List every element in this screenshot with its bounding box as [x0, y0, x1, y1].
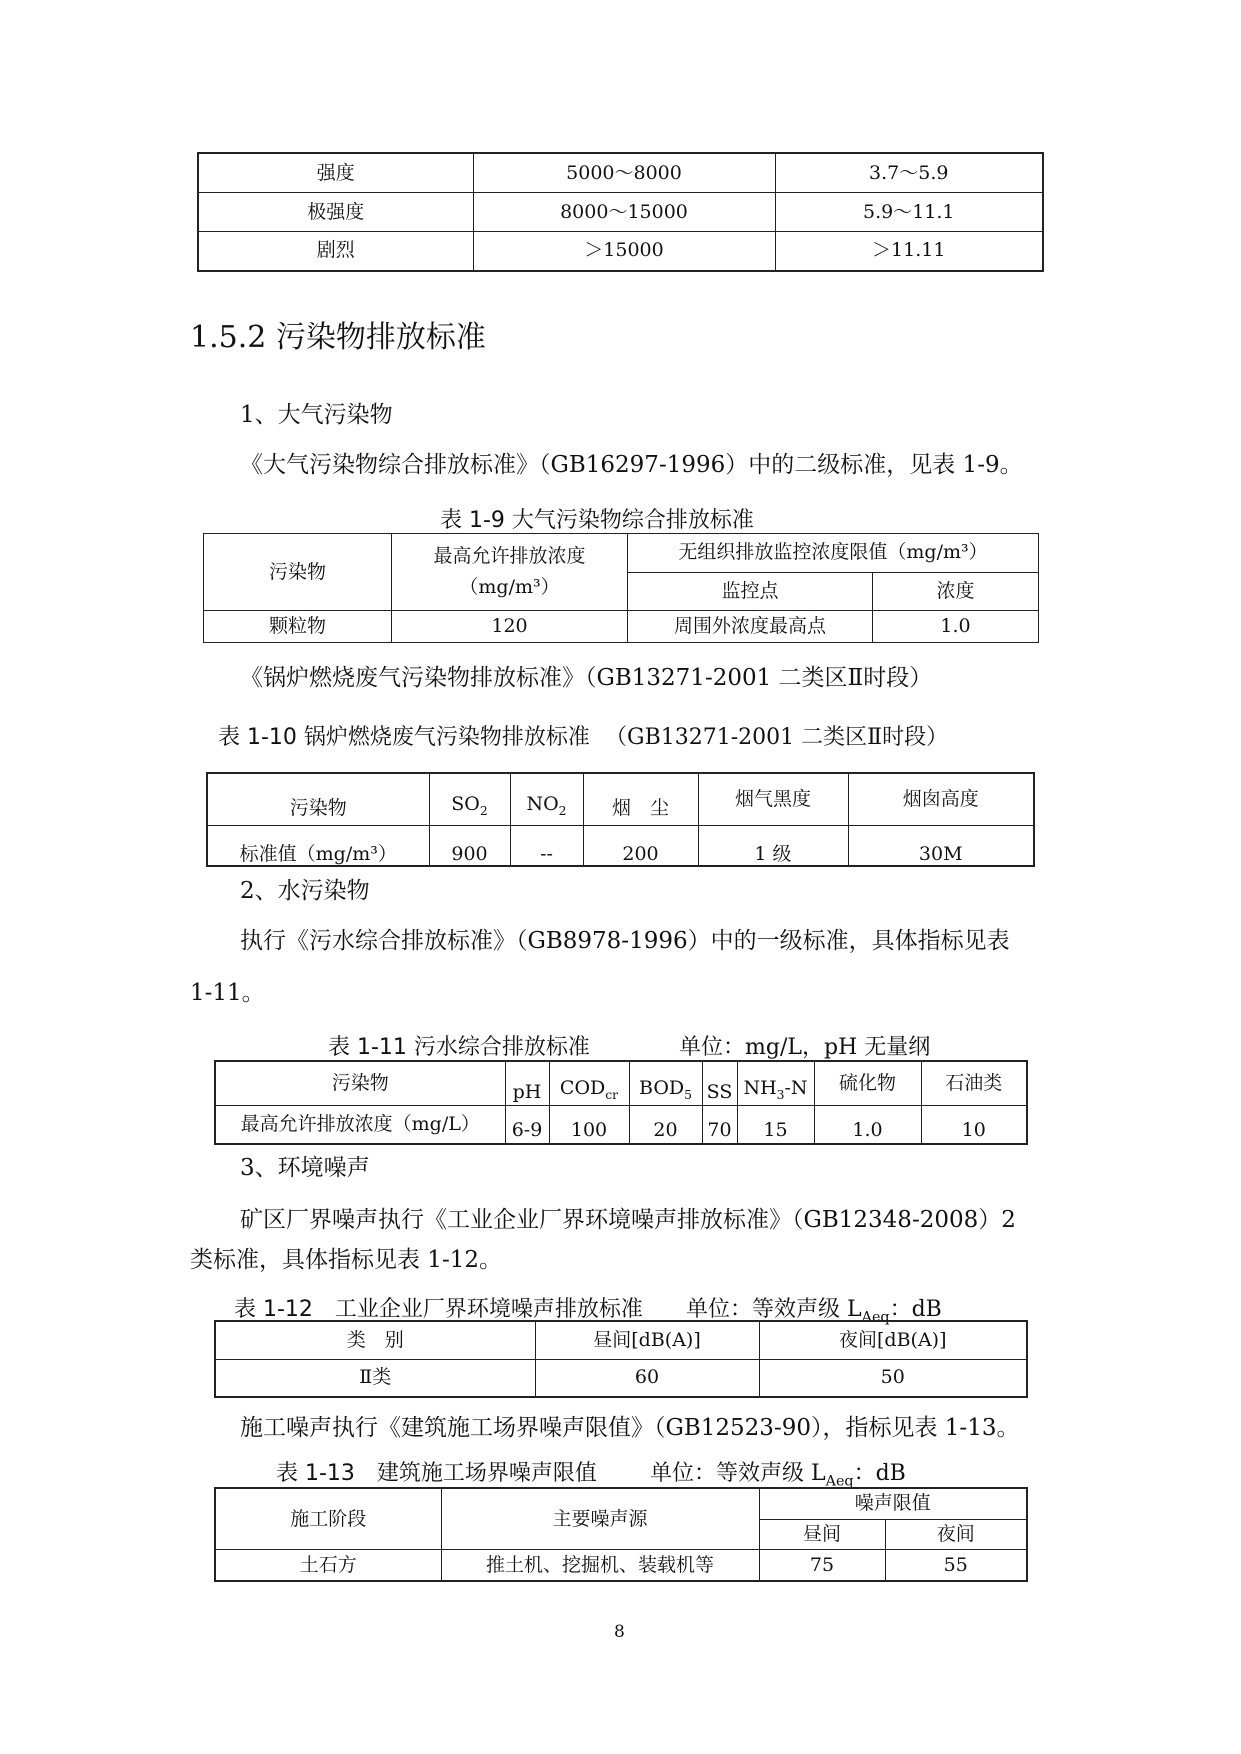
- table-cell: 200: [583, 825, 698, 866]
- header-construction-stage: 施工阶段: [215, 1488, 441, 1550]
- header-chimney-height: 烟囱高度: [848, 773, 1034, 825]
- table-row: [207, 773, 1034, 825]
- table-1-10-caption: 表 1-10 锅炉燃烧废气污染物排放标准: [218, 725, 590, 750]
- header-pollutant: 污染物: [215, 1061, 505, 1105]
- table-1-11: [214, 1060, 1028, 1145]
- header-pollutant: 污染物: [204, 534, 392, 611]
- table-cell: 5000～8000: [473, 153, 775, 193]
- table-1-11-caption-line: [328, 1030, 930, 1061]
- header-ph: pH: [505, 1061, 549, 1105]
- table-1-11-caption: 表 1-11 污水综合排放标准: [328, 1035, 590, 1060]
- table-cell: 50: [759, 1359, 1027, 1397]
- table-row: [215, 1321, 1027, 1359]
- nh3-suffix: -N: [784, 1077, 808, 1100]
- noise-intro-line1: 矿区厂界噪声执行《工业企业厂界环境噪声排放标准》（GB12348-2008）2: [240, 1207, 1016, 1233]
- table-1-13-caption-line: [276, 1456, 906, 1489]
- noise-intro-line2: 类标准，具体指标见表 1-12。: [190, 1247, 502, 1273]
- noise-heading: 3、环境噪声: [240, 1155, 370, 1181]
- table-cell: ＞11.11: [775, 231, 1043, 271]
- header-monitor-point: 监控点: [628, 572, 873, 611]
- table-row: [198, 231, 1043, 271]
- no2-label: NO: [526, 793, 559, 816]
- table-cell: 土石方: [215, 1550, 441, 1581]
- table-cell: 强度: [198, 153, 473, 193]
- table-cell: 6-9: [505, 1105, 549, 1144]
- table-cell: 75: [759, 1550, 885, 1581]
- table-cell: 剧烈: [198, 231, 473, 271]
- cod-label: COD: [559, 1077, 606, 1100]
- table-cell: 颗粒物: [204, 611, 392, 643]
- table-cell: 推土机、挖掘机、装载机等: [441, 1550, 759, 1581]
- table-cell: 60: [535, 1359, 759, 1397]
- unit-suffix: ：dB: [853, 1461, 906, 1486]
- table-row: [204, 611, 1039, 643]
- water-intro-line1: 执行《污水综合排放标准》（GB8978-1996）中的一级标准，具体指标见表: [240, 928, 1010, 954]
- table-row: [215, 1488, 1027, 1519]
- header-max-concentration: [392, 534, 628, 611]
- table-1-11-unit: 单位：mg/L，pH 无量纲: [679, 1035, 931, 1060]
- header-sulfide: 硫化物: [814, 1061, 921, 1105]
- table-cell: --: [510, 825, 583, 866]
- header-nighttime: 夜间[dB(A)]: [759, 1321, 1027, 1359]
- table-1-12-caption: 表 1-12 工业企业厂界环境噪声排放标准: [234, 1297, 643, 1322]
- unit-suffix: ：dB: [889, 1297, 942, 1322]
- header-smoke-blackness: 烟气黑度: [698, 773, 848, 825]
- table-cell: 30M: [848, 825, 1034, 866]
- page-number: 8: [614, 1622, 625, 1642]
- bod-subscript: 5: [684, 1088, 692, 1103]
- table-1-10: [206, 772, 1035, 867]
- header-max-line2: （mg/m³）: [459, 576, 560, 599]
- header-concentration: 浓度: [873, 572, 1039, 611]
- table-cell: 周围外浓度最高点: [628, 611, 873, 643]
- table-cell: 10: [921, 1105, 1027, 1144]
- header-bod: [629, 1061, 702, 1105]
- table-1-13-unit: [650, 1461, 906, 1490]
- table-1-10-caption-suffix: （GB13271-2001 二类区Ⅱ时段）: [605, 725, 949, 750]
- cod-subscript: cr: [605, 1088, 619, 1103]
- table-row: [198, 193, 1043, 232]
- table-cell: Ⅱ类: [215, 1359, 535, 1397]
- unit-prefix: 单位：等效声级 L: [650, 1461, 826, 1486]
- header-class: 类 别: [215, 1321, 535, 1359]
- table-row: [215, 1105, 1027, 1144]
- header-main-source: 主要噪声源: [441, 1488, 759, 1550]
- section-title: 1.5.2 污染物排放标准: [190, 320, 486, 355]
- air-intro: 《大气污染物综合排放标准》（GB16297-1996）中的二级标准，见表 1-9。: [240, 452, 1023, 478]
- table-cell: 5.9～11.1: [775, 193, 1043, 232]
- no2-subscript: 2: [558, 803, 567, 818]
- so2-label: SO: [451, 793, 480, 816]
- header-pollutant: 污染物: [207, 773, 429, 825]
- table-cell: 100: [549, 1105, 629, 1144]
- table-1-9: [203, 533, 1039, 643]
- table-1-9-caption: 表 1-9 大气污染物综合排放标准: [440, 508, 754, 533]
- table-cell: 1 级: [698, 825, 848, 866]
- header-noise-limit: 噪声限值: [759, 1488, 1027, 1519]
- table-1-10-caption-line: [218, 720, 948, 751]
- table-cell: 70: [702, 1105, 737, 1144]
- table-cell: 1.0: [873, 611, 1039, 643]
- so2-subscript: 2: [479, 803, 488, 818]
- table-cell: 120: [392, 611, 628, 643]
- table-1-12-unit: [686, 1297, 942, 1326]
- table-cell: 1.0: [814, 1105, 921, 1144]
- nh3-subscript: 3: [776, 1088, 785, 1103]
- header-dust: 烟 尘: [583, 773, 698, 825]
- table-row: [215, 1550, 1027, 1581]
- header-nh3n: [737, 1061, 814, 1105]
- table-cell: 标准值（mg/m³）: [207, 825, 429, 866]
- nh3-label: NH: [743, 1077, 777, 1100]
- table-cell: 55: [885, 1550, 1027, 1581]
- header-daytime: 昼间: [759, 1519, 885, 1550]
- air-heading: 1、大气污染物: [240, 402, 393, 428]
- table-cell: 3.7～5.9: [775, 153, 1043, 193]
- unit-subscript: Aeq: [825, 1473, 854, 1490]
- table-row: [204, 534, 1039, 573]
- table-row: [215, 1359, 1027, 1397]
- bod-label: BOD: [639, 1077, 685, 1100]
- table-cell: 900: [429, 825, 510, 866]
- header-max-line1: 最高允许排放浓度: [433, 545, 586, 568]
- header-daytime: 昼间[dB(A)]: [535, 1321, 759, 1359]
- table-cell: 20: [629, 1105, 702, 1144]
- table-cell: 最高允许排放浓度（mg/L）: [215, 1105, 505, 1144]
- table-cell: ＞15000: [473, 231, 775, 271]
- intensity-table: [197, 152, 1044, 272]
- table-row: [215, 1061, 1027, 1105]
- header-petroleum: 石油类: [921, 1061, 1027, 1105]
- unit-prefix: 单位：等效声级 L: [686, 1297, 862, 1322]
- table-row: [198, 153, 1043, 193]
- table-row: [207, 825, 1034, 866]
- table-cell: 8000～15000: [473, 193, 775, 232]
- water-intro-line2: 1-11。: [190, 980, 265, 1006]
- header-no2: [510, 773, 583, 825]
- table-1-13: [214, 1487, 1028, 1582]
- table-cell: 极强度: [198, 193, 473, 232]
- header-so2: [429, 773, 510, 825]
- header-ss: SS: [702, 1061, 737, 1105]
- table-1-13-caption: 表 1-13 建筑施工场界噪声限值: [276, 1461, 597, 1486]
- table-1-12: [214, 1320, 1028, 1398]
- table-cell: 15: [737, 1105, 814, 1144]
- header-cod: [549, 1061, 629, 1105]
- header-nighttime: 夜间: [885, 1519, 1027, 1550]
- construction-intro: 施工噪声执行《建筑施工场界噪声限值》（GB12523-90），指标见表 1-13。: [240, 1415, 1020, 1441]
- unit-subscript: Aeq: [861, 1309, 890, 1326]
- boiler-intro: 《锅炉燃烧废气污染物排放标准》（GB13271-2001 二类区Ⅱ时段）: [240, 665, 933, 691]
- water-heading: 2、水污染物: [240, 878, 370, 904]
- header-unorganized-limit: 无组织排放监控浓度限值（mg/m³）: [628, 534, 1039, 573]
